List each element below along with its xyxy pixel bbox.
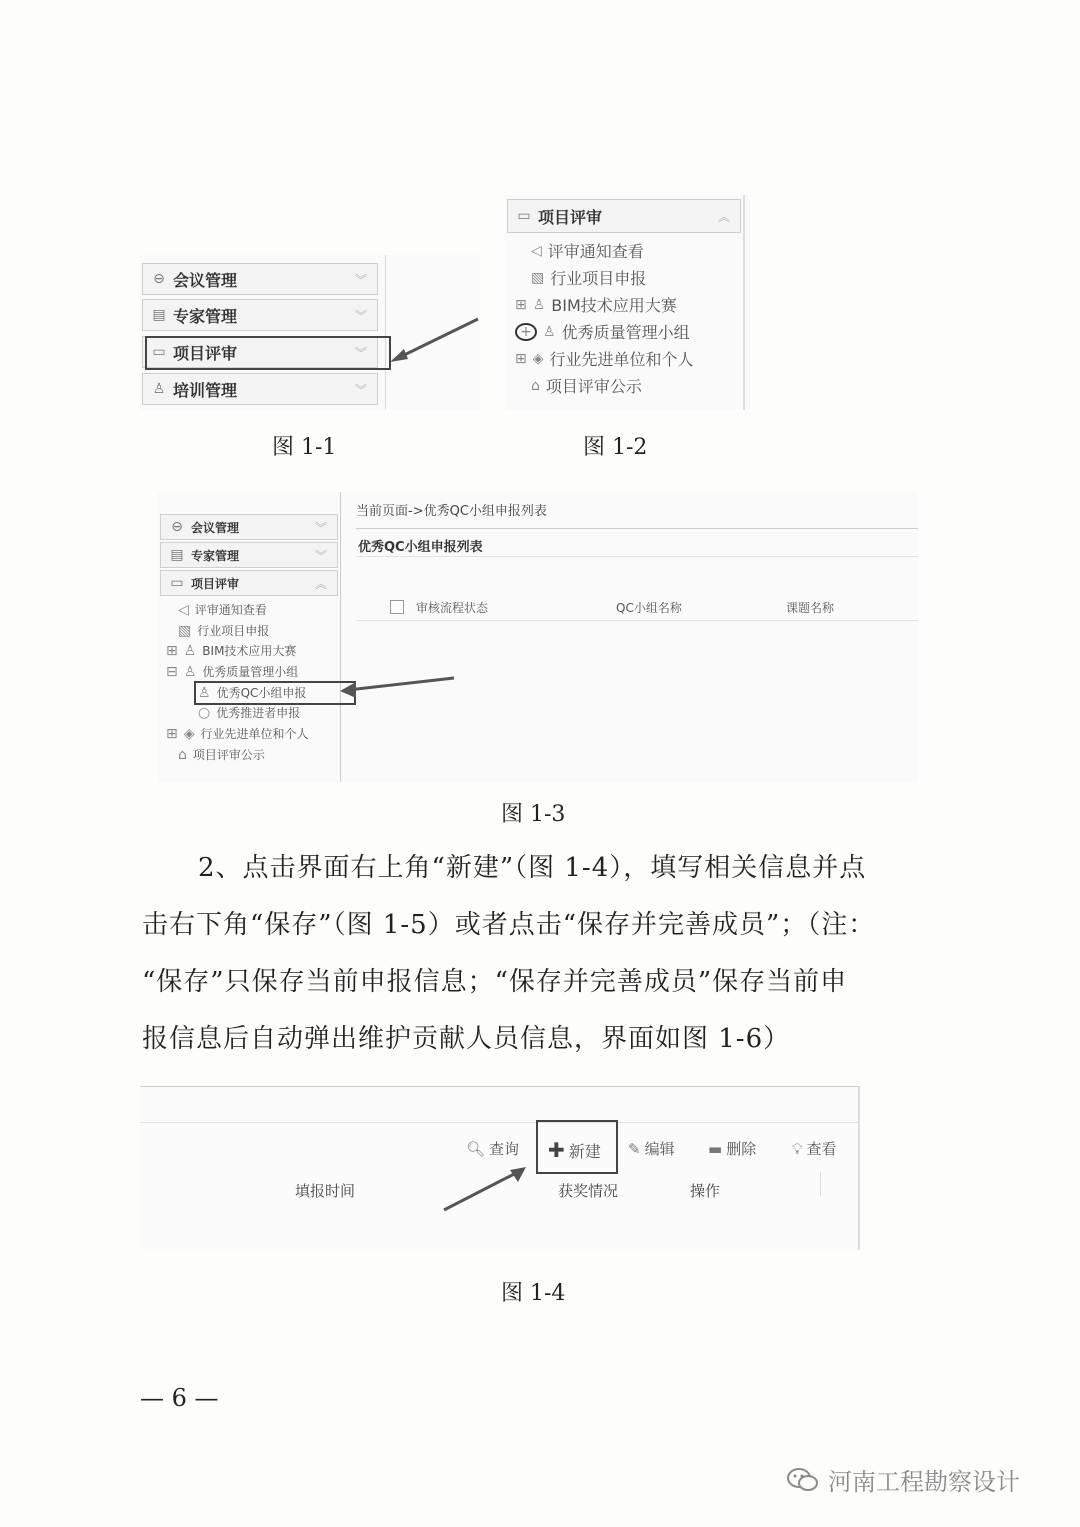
person-icon: ♙: [543, 323, 556, 340]
file-icon: ▧: [531, 269, 545, 286]
arrow-pointer: [440, 1164, 530, 1214]
wechat-icon: [786, 1466, 820, 1494]
search-button[interactable]: 🔍︎ 查询: [466, 1139, 520, 1158]
tree-item-advanced-unit[interactable]: ⊞ ◈ 行业先进单位和个人: [515, 350, 694, 369]
expand-plus-icon[interactable]: ⊞: [515, 350, 527, 367]
menu-item-expert[interactable]: ▤ 专家管理 ︾: [142, 299, 378, 331]
menu-header-project-review[interactable]: ▭ 项目评审 ︽: [507, 199, 741, 233]
view-button[interactable]: 💡︎ 查看: [792, 1139, 837, 1158]
pencil-icon: ✎: [628, 1139, 641, 1158]
caption-1-4: 图 1-4: [501, 1281, 566, 1306]
tree-item-industry-project[interactable]: ▧ 行业项目申报: [531, 269, 647, 288]
document-icon: ▭: [517, 208, 531, 224]
person-icon: ♙: [183, 663, 197, 680]
badge-icon: ◈: [183, 725, 195, 742]
megaphone-icon: ◁: [531, 242, 542, 259]
arrow-pointer: [338, 674, 458, 704]
tree-item-industry-project[interactable]: ▧ 行业项目申报: [178, 622, 270, 639]
chevron-down-icon: ︾: [354, 382, 367, 397]
expand-plus-icon[interactable]: ⊞: [166, 725, 178, 742]
select-all-checkbox[interactable]: [390, 600, 404, 614]
list-icon: ▤: [152, 307, 166, 323]
document-icon: ▭: [170, 575, 184, 591]
minus-icon: ▬: [708, 1139, 723, 1158]
group-icon: ♙: [183, 642, 197, 659]
expand-plus-icon[interactable]: ⊞: [515, 296, 527, 313]
list-icon: ▤: [170, 547, 184, 563]
menu-item-meeting[interactable]: ⊖ 会议管理 ︾: [160, 514, 338, 540]
caption-1-3: 图 1-3: [501, 802, 566, 827]
arrow-pointer: [388, 315, 480, 365]
expand-plus-icon[interactable]: +: [515, 323, 537, 341]
highlight-box: [536, 1120, 618, 1174]
tree-item-quality-group[interactable]: + ♙ 优秀质量管理小组: [515, 320, 690, 343]
circle-icon: ○: [198, 704, 211, 721]
group-icon: ♙: [532, 296, 546, 313]
column-header-action: 操作: [690, 1182, 721, 1200]
edit-button[interactable]: ✎ 编辑: [628, 1139, 675, 1158]
chevron-up-icon: ︽: [717, 209, 730, 224]
figure-1-1: [140, 255, 480, 410]
menu-item-meeting[interactable]: ⊖ 会议管理 ︾: [142, 263, 378, 295]
document-icon: ▭: [152, 344, 166, 360]
highlight-box: [145, 336, 391, 370]
column-header-award: 获奖情况: [558, 1182, 619, 1200]
delete-button[interactable]: ▬ 删除: [708, 1139, 757, 1158]
chevron-down-icon: ︾: [354, 272, 367, 287]
tree-item-publicity[interactable]: ⌂ 项目评审公示: [531, 377, 642, 396]
paragraph-line: 报信息后自动弹出维护贡献人员信息，界面如图 1-6）: [142, 1024, 791, 1054]
file-icon: ▧: [178, 622, 192, 639]
chevron-down-icon: ︾: [314, 520, 327, 535]
paragraph-line: 2、点击界面右上角“新建”（图 1-4），填写相关信息并点: [198, 853, 867, 883]
paragraph-line: 击右下角“保存”（图 1-5）或者点击“保存并完善成员”；（注：: [142, 910, 876, 940]
chevron-down-icon: ︾: [354, 308, 367, 323]
menu-item-project-review[interactable]: ▭ 项目评审 ︾: [142, 336, 378, 368]
column-header-status: 审核流程状态: [416, 601, 489, 615]
new-button[interactable]: ✚ 新建: [548, 1138, 601, 1162]
search-icon: 🔍︎: [466, 1139, 486, 1158]
circle-minus-icon: ⊖: [153, 271, 165, 287]
tree-item-qc-apply[interactable]: ♙ 优秀QC小组申报: [198, 684, 307, 701]
badge-icon: ◈: [532, 350, 544, 367]
highlight-box: [194, 681, 356, 705]
chevron-down-icon: ︾: [354, 345, 367, 360]
tree-item-notice[interactable]: ◁ 评审通知查看: [531, 242, 644, 261]
instruction-paragraph: [142, 840, 932, 1068]
tree-item-quality-group[interactable]: ⊟ ♙ 优秀质量管理小组: [166, 663, 299, 680]
tree-item-advanced-unit[interactable]: ⊞ ◈ 行业先进单位和个人: [166, 725, 309, 742]
collapse-minus-icon[interactable]: ⊟: [166, 663, 178, 680]
column-header-topic: 课题名称: [786, 601, 835, 615]
chevron-down-icon: ︾: [314, 548, 327, 563]
menu-item-training[interactable]: ♙ 培训管理 ︾: [142, 373, 378, 405]
tree-item-publicity[interactable]: ⌂ 项目评审公示: [178, 746, 265, 763]
user-icon: ♙: [152, 381, 166, 397]
person-icon: ♙: [198, 684, 211, 701]
briefcase-icon: ⌂: [178, 746, 187, 763]
breadcrumb: 当前页面->优秀QC小组申报列表: [356, 504, 547, 519]
chevron-up-icon: ︽: [314, 576, 327, 591]
caption-1-1: 图 1-1: [272, 435, 337, 460]
briefcase-icon: ⌂: [531, 377, 540, 394]
tree-item-bim[interactable]: ⊞ ♙ BIM技术应用大赛: [166, 642, 297, 659]
watermark: 河南工程勘察设计: [786, 1462, 1020, 1497]
tree-item-bim[interactable]: ⊞ ♙ BIM技术应用大赛: [515, 296, 677, 315]
menu-item-expert[interactable]: ▤ 专家管理 ︾: [160, 542, 338, 568]
figure-1-4: [140, 1086, 860, 1250]
circle-minus-icon: ⊖: [171, 519, 183, 535]
caption-1-2: 图 1-2: [583, 435, 648, 460]
megaphone-icon: ◁: [178, 601, 189, 618]
paragraph-line: “保存”只保存当前申报信息；“保存并完善成员”保存当前申: [142, 967, 848, 997]
column-header-qc-name: QC小组名称: [616, 601, 682, 615]
tree-item-notice[interactable]: ◁ 评审通知查看: [178, 601, 267, 618]
expand-plus-icon[interactable]: ⊞: [166, 642, 178, 659]
figure-1-3: [158, 492, 918, 782]
lightbulb-icon: 💡︎: [792, 1139, 803, 1158]
panel-title: 优秀QC小组申报列表: [358, 540, 483, 555]
column-header-date: 填报时间: [295, 1182, 356, 1200]
plus-icon: ✚: [548, 1138, 565, 1162]
page-number: — 6 —: [140, 1384, 219, 1412]
figure-1-2: [505, 195, 750, 410]
tree-item-promoter-apply[interactable]: ○ 优秀推进者申报: [198, 704, 301, 721]
menu-item-project-review[interactable]: ▭ 项目评审 ︽: [160, 570, 338, 596]
